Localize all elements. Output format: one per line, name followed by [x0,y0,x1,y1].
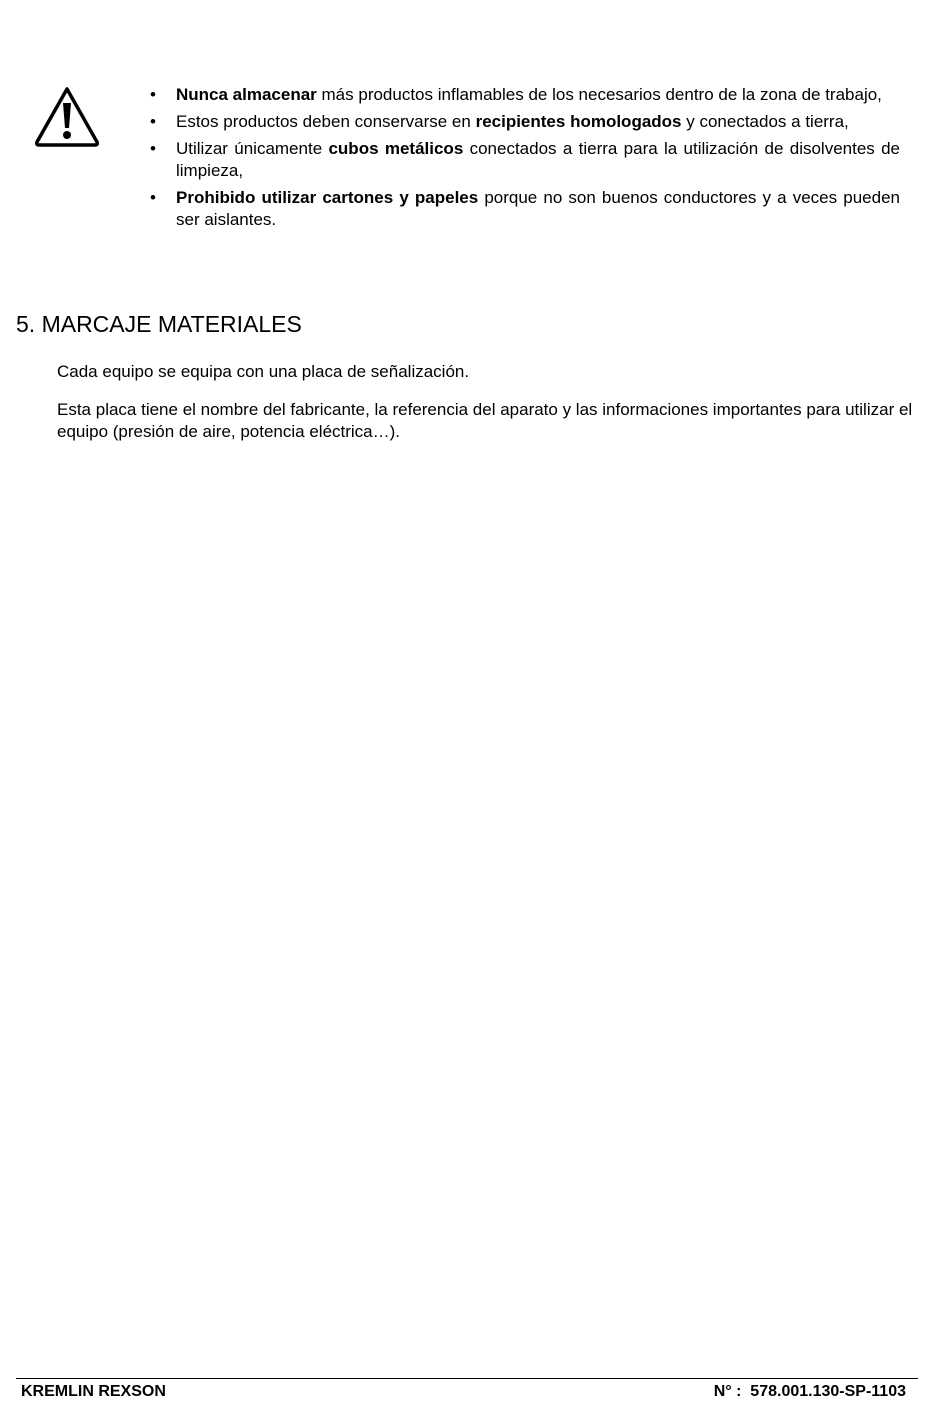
bullet-icon: • [150,85,156,104]
bullet-text: porque no son buenos conductores y a veces pueden ser aislantes. [176,188,900,229]
list-item [148,111,900,133]
paragraph: Cada equipo se equipa con una placa de señalización. [57,362,470,381]
bullet-bold-text: Nunca almacenar [176,85,317,104]
footer-doc-number: N° : 578.001.130-SP-1103 [713,1383,906,1400]
list-item [148,187,900,231]
bullet-bold-text: recipientes homologados [475,112,682,131]
bullet-text: más productos inflamables de los necesarios dentro de la zona de trabajo, [316,85,882,104]
bullet-bold-text: cubos metálicos [328,139,464,158]
bullet-text: Utilizar únicamente [176,139,329,158]
footer-divider [16,1378,918,1379]
bullet-text: conectados a tierra para la utilización de disolventes de limpieza, [176,139,901,180]
bullet-icon: • [150,188,156,207]
warning-triangle-icon [32,84,102,148]
bullet-icon: • [150,139,156,158]
bullet-icon: • [150,112,156,131]
list-item [148,84,900,106]
paragraph: Esta placa tiene el nombre del fabricante, la referencia del aparato y las informaciones importantes para utilizar el equipo (presión de aire, potencia eléctrica…). [57,400,913,441]
bullet-bold-text: Prohibido utilizar cartones y papeles [176,188,479,207]
bullet-text: y conectados a tierra, [681,112,849,131]
safety-bullet-list [148,84,900,236]
list-item [148,138,900,182]
section-title: 5. MARCAJE MATERIALES [16,311,302,337]
bullet-text: Estos productos deben conservarse en [176,112,476,131]
footer-company: KREMLIN REXSON [21,1383,166,1400]
